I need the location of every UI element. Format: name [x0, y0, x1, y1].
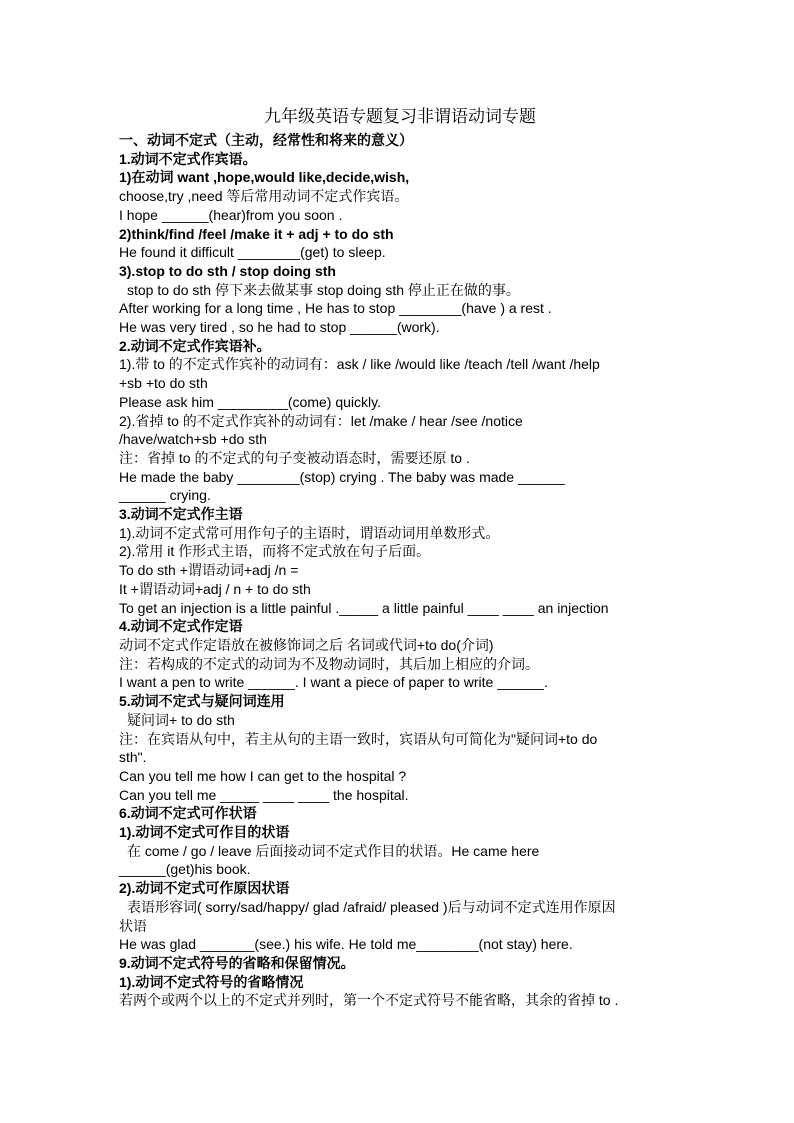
rule-text: stop to do sth 停下来去做某事 stop doing sth 停止正在做的事。 — [127, 281, 520, 298]
exercise-line: He was very tired , so he had to stop ______(work). — [119, 319, 440, 336]
note-text: 注：若构成的不定式的动词为不及物动词时，其后加上相应的介词。 — [119, 655, 539, 672]
exercise-line: He found it difficult ________(get) to sleep. — [119, 244, 386, 261]
section-heading: 一、动词不定式（主动，经常性和将来的意义） — [119, 132, 413, 148]
exercise-line: After working for a long time , He has to stop ________(have ) a rest . — [119, 300, 552, 317]
rule-text: choose,try ,need 等后常用动词不定式作宾语。 — [119, 188, 409, 205]
note-text: sth". — [119, 749, 147, 766]
exercise-line: ______ crying. — [119, 487, 211, 504]
subsection-heading: 5.动词不定式与疑问词连用 — [119, 693, 285, 710]
subsection-heading: 2.动词不定式作宾语补。 — [119, 337, 271, 354]
subsection-heading: 9.动词不定式符号的省略和保留情况。 — [119, 954, 355, 971]
rule-heading: 1).动词不定式可作目的状语 — [119, 824, 290, 841]
rule-text: 2).省掉 to 的不定式作宾补的动词有：let /make / hear /see /notice — [119, 412, 523, 429]
rule-text: 状语 — [119, 917, 147, 934]
exercise-line: I hope ______(hear)from you soon . — [119, 206, 343, 223]
rule-text: 动词不定式作定语放在被修饰词之后 名词或代词+to do(介词) — [119, 636, 494, 653]
exercise-line: ______(get)his book. — [119, 861, 251, 878]
exercise-line: Can you tell me how I can get to the hospital ? — [119, 767, 407, 784]
rule-heading: 1).动词不定式符号的省略情况 — [119, 973, 304, 990]
exercise-line: He made the baby ________(stop) crying . The baby was made ______ — [119, 468, 565, 485]
rule-text: 在 come / go / leave 后面接动词不定式作目的状语。He came here — [127, 842, 540, 859]
exercise-line: To get an injection is a little painful ._____ a little painful ____ ____ an injection — [119, 599, 609, 616]
note-text: 注：省掉 to 的不定式的句子变被动语态时，需要还原 to . — [119, 449, 470, 466]
rule-heading: 2).动词不定式可作原因状语 — [119, 880, 290, 897]
exercise-line: Can you tell me _____ ____ ____ the hospital. — [119, 786, 409, 803]
rule-text: 1).动词不定式常可用作句子的主语时，谓语动词用单数形式。 — [119, 524, 500, 541]
exercise-line: I want a pen to write ______. I want a piece of paper to write ______. — [119, 674, 548, 691]
note-text: 注：在宾语从句中，若主从句的主语一致时，宾语从句可简化为"疑问词+to do — [119, 730, 598, 747]
page-title: 九年级英语专题复习非谓语动词专题 — [264, 107, 536, 127]
subsection-heading: 6.动词不定式可作状语 — [119, 805, 257, 822]
rule-heading: 2)think/find /feel /make it + adj + to do sth — [119, 225, 394, 242]
exercise-line: He was glad _______(see.) his wife. He told me________(not stay) here. — [119, 936, 573, 953]
rule-heading: 1)在动词 want ,hope,would like,decide,wish, — [119, 169, 410, 186]
rule-text: +sb +to do sth — [119, 375, 208, 392]
subsection-heading: 4.动词不定式作定语 — [119, 618, 243, 635]
subsection-heading: 1.动词不定式作宾语。 — [119, 150, 257, 167]
rule-text: To do sth +谓语动词+adj /n = — [119, 562, 299, 579]
rule-heading: 3).stop to do sth / stop doing sth — [119, 262, 336, 279]
rule-text: It +谓语动词+adj / n + to do sth — [119, 580, 311, 597]
rule-text: 2).常用 it 作形式主语，而将不定式放在句子后面。 — [119, 543, 431, 560]
rule-text: 1).带 to 的不定式作宾补的动词有：ask / like /would like /teach /tell /want /help — [119, 356, 600, 373]
exercise-line: Please ask him _________(come) quickly. — [119, 393, 381, 410]
rule-text: 若两个或两个以上的不定式并列时，第一个不定式符号不能省略，其余的省掉 to . — [119, 992, 619, 1009]
document-page — [119, 103, 691, 1010]
rule-text: /have/watch+sb +do sth — [119, 431, 267, 448]
rule-text: 疑问词+ to do sth — [127, 711, 235, 728]
rule-text: 表语形容词( sorry/sad/happy/ glad /afraid/ pleased )后与动词不定式连用作原因 — [127, 898, 616, 915]
subsection-heading: 3.动词不定式作主语 — [119, 506, 243, 523]
